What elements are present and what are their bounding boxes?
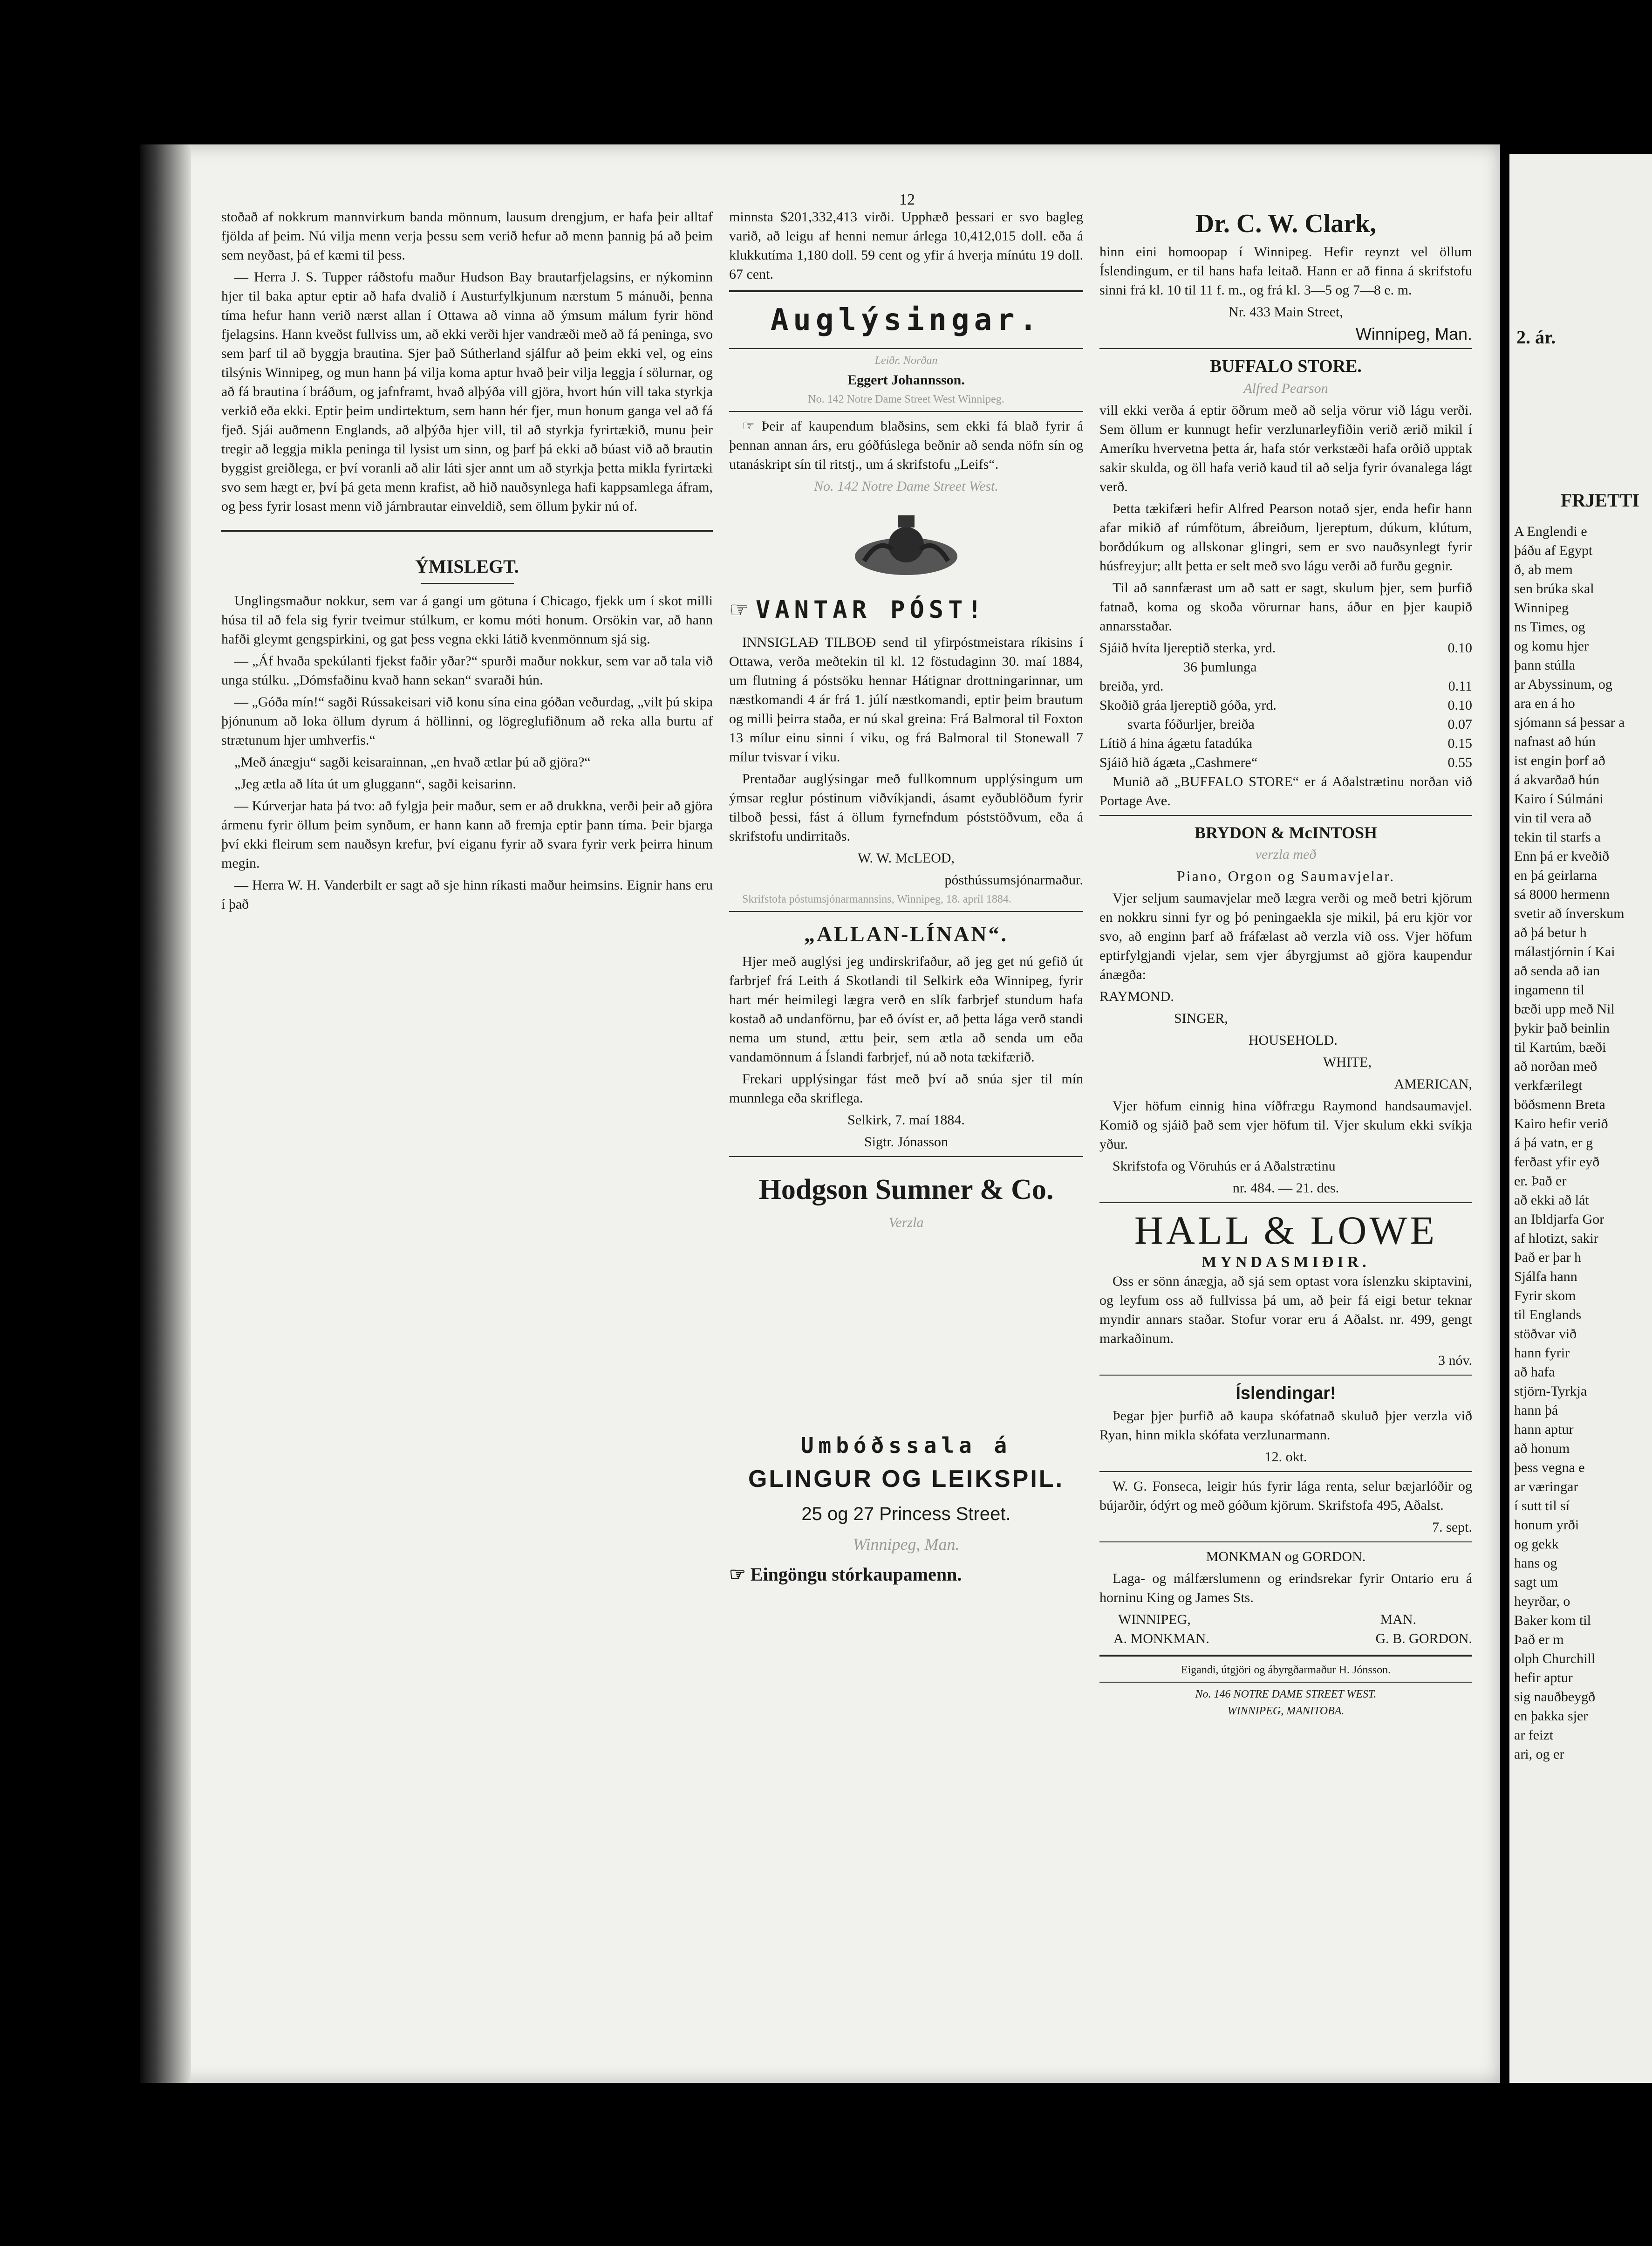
adjacent-line: sá 8000 hermenn bbox=[1514, 887, 1610, 902]
price-value: 0.15 bbox=[1447, 736, 1472, 751]
adjacent-line: vin til vera að bbox=[1514, 810, 1591, 826]
vantar-heading-row bbox=[729, 594, 1083, 626]
ymislegt-text: „Áf hvaða spekúlanti fjekst faðir yðar?“ spurði maður nokkur, sem var að tala við unga stúlku. „Dómsfaðinu kvað hann sekan“ svaraði hún. bbox=[221, 653, 713, 688]
brydon-text: Vjer höfum einnig hina víðfrægu Raymond handsaumavjel. Komið og sjáið það sem vjer höfum til. Vjer skulum ekki svíkja yður. bbox=[1099, 1098, 1472, 1152]
hall-lowe-text: Oss er sönn ánægja, að sjá sem optast vora íslenzku skiptavini, og leyfum oss að fullvissa þá um, að þeir fá eigi betur teknar myndir annars staðar. Stofur vorar eru á Aðalst. nr. 499, gengt markaðinum. bbox=[1099, 1274, 1472, 1346]
price-row bbox=[1099, 677, 1472, 696]
vantar-heading: VANTAR PÓST! bbox=[756, 596, 987, 624]
column-2 bbox=[729, 207, 1083, 1584]
adjacent-line: tekin til starfs a bbox=[1514, 829, 1601, 845]
price-value: 0.11 bbox=[1448, 678, 1472, 694]
section-divider bbox=[729, 1156, 1083, 1157]
adjacent-line: hann fyrir bbox=[1514, 1345, 1570, 1361]
adjacent-line: en þakka sjer bbox=[1514, 1708, 1588, 1724]
ad-text: Þeir af kaupendum blaðsins, sem ekki fá blað fyrir á þennan annan árs, eru góðfúslega beðnir að senda nöfn sín og utanáskript sín til ritstj., um á skrifstofu „Leifs“. bbox=[729, 418, 1084, 472]
royal-crest-icon bbox=[846, 505, 967, 584]
adjacent-year-label: 2. ár. bbox=[1516, 327, 1556, 348]
heading-underline bbox=[421, 583, 514, 584]
adjacent-line: hans og bbox=[1514, 1555, 1557, 1571]
price-row bbox=[1099, 638, 1472, 657]
section-divider bbox=[729, 411, 1083, 412]
brydon-text: Vjer seljum saumavjelar með lægra verði og með betri kjörum en nokkru sinni fyr og þó peningaekla sje mikil, þá eru kjör vor svo, að enginn þarf að fráfælast að verzla við oss. Vjer höfum eptirfylgjandi vjelar, sem vjer ábyrgjumst að gjöra kaupendur ánægða: bbox=[1099, 890, 1472, 982]
buffalo-text: Til að sannfærast um að satt er sagt, skulum þjer, sem þurfið fatnað, koma og skoða vörurnar hans, áður en þjer kaupið annarsstaðar. bbox=[1099, 580, 1472, 634]
adjacent-line: á þá vatn, er g bbox=[1514, 1135, 1593, 1150]
brydon-heading: BRYDON & McINTOSH bbox=[1194, 823, 1378, 842]
fonseca-text: W. G. Fonseca, leigir hús fyrir lága renta, selur bæjarlóðir og bújarðir, ódýrt og með góðum kjörum. Skrifstofa 495, Aðalst. bbox=[1099, 1479, 1472, 1513]
adjacent-line: ara en á ho bbox=[1514, 696, 1575, 711]
publisher-line: Eigandi, útgjöri og ábyrgðarmaður H. Jónsson. bbox=[1181, 1664, 1391, 1676]
adjacent-line: Kairo í Súlmáni bbox=[1514, 791, 1604, 807]
allan-signature: Sigtr. Jónasson bbox=[864, 1134, 949, 1150]
adjacent-line: heyrðar, o bbox=[1514, 1594, 1570, 1609]
adjacent-line: böðsmenn Breta bbox=[1514, 1097, 1605, 1112]
adjacent-line: er. Það er bbox=[1514, 1173, 1567, 1189]
price-row bbox=[1099, 696, 1472, 715]
adjacent-line: að ekki að lát bbox=[1514, 1192, 1589, 1208]
allan-heading: „ALLAN-LÍNAN“. bbox=[804, 922, 1009, 946]
vantar-title: pósthússumsjónarmaður. bbox=[944, 872, 1083, 888]
section-divider bbox=[1099, 1375, 1472, 1376]
section-divider bbox=[729, 348, 1083, 349]
adjacent-line: að hafa bbox=[1514, 1364, 1555, 1380]
umbods-heading: Umbóðssala á bbox=[800, 1433, 1012, 1458]
adjacent-line: an Ibldjarfa Gor bbox=[1514, 1212, 1604, 1227]
adjacent-line: ð, ab mem bbox=[1514, 562, 1573, 577]
city: Winnipeg, Man. bbox=[853, 1535, 960, 1554]
pointing-hand-icon: ☞ bbox=[729, 597, 750, 623]
adjacent-line: ferðast yfir eyð bbox=[1514, 1154, 1600, 1170]
ad-footer: No. 142 Notre Dame Street West. bbox=[814, 479, 998, 494]
adjacent-line: að norðan með bbox=[1514, 1059, 1597, 1074]
ad-body bbox=[729, 417, 1083, 474]
buffalo-text: vill ekki verða á eptir öðrum með að selja vörur við lágu verði. Sem öllum er kunnugt hefir verzlunarleyfiðin verið ærið mikil í Ameríku hvervetna þetta ár, hafa stór verkstæði hafa orðið upptak sakir skulda, og öll hafa verið kaud til að selja fyrir óvanalega lágt verð. bbox=[1099, 403, 1472, 494]
hall-lowe-sub: MYNDASMIÐIR. bbox=[1201, 1253, 1370, 1271]
islendingar-text: Þegar þjer þurfið að kaupa skófatnað skuluð þjer verzla við Ryan, hinn mikla skófata verzlunarmann. bbox=[1099, 1408, 1472, 1443]
ymislegt-item: — Herra W. H. Vanderbilt er sagt að sje hinn ríkasti maður heimsins. Eignir hans eru í það bbox=[221, 877, 713, 912]
adjacent-line: Fyrir skom bbox=[1514, 1288, 1576, 1303]
price-row bbox=[1099, 657, 1472, 677]
monkman-man: MAN. bbox=[1380, 1612, 1416, 1627]
clark-heading: Dr. C. W. Clark, bbox=[1195, 209, 1377, 238]
adjacent-line: að honum bbox=[1514, 1441, 1570, 1456]
section-divider bbox=[1099, 1655, 1472, 1657]
adjacent-line: þess vegna e bbox=[1514, 1460, 1585, 1475]
adjacent-line: verkfærilegt bbox=[1514, 1078, 1583, 1093]
adjacent-line: A Englendi e bbox=[1514, 524, 1587, 539]
adjacent-line: Það er þar h bbox=[1514, 1250, 1582, 1265]
auglysingar-heading: Auglýsingar. bbox=[770, 303, 1042, 337]
adjacent-line: til Kartúm, bæði bbox=[1514, 1040, 1606, 1055]
clark-address: Nr. 433 Main Street, bbox=[1229, 304, 1343, 320]
section-divider bbox=[1099, 1471, 1472, 1472]
adjacent-line: í sutt til sí bbox=[1514, 1498, 1570, 1513]
vantar-text: Prentaðar auglýsingar með fullkomnum upplýsingum um ýmsar reglur póstinum viðvíkjandi, ásamt eyðublöðum fyrir tilboð þessi, fást á öllum fyrnefndum póststöðvum, eða á skrifstofu undirritaðs. bbox=[729, 771, 1083, 844]
adjacent-line: honum yrði bbox=[1514, 1517, 1579, 1533]
adjacent-line: að þá betur h bbox=[1514, 925, 1587, 940]
price-label: 36 þumlunga bbox=[1183, 659, 1257, 675]
ymislegt-text: „Góða mín!“ sagði Rússakeisari við konu sína eina góðan veðurdag, „vilt þú skipa þjónunum að loka öllum dyrum á höllinni, og lögreglufiðnum að reka alla burtu af strætunum hjer umhverfis.“ bbox=[221, 694, 713, 748]
adjacent-line: ar Abyssinum, og bbox=[1514, 677, 1612, 692]
ymislegt-item: — Kúrverjar hata þá tvo: að fylgja þeir maður, sem er að drukkna, verði þeir að gjöra ármenu fyrir öllum þeim synðum, er hann kann að fremja eptir þann tíma. Þeir bjarga því ekki fleirum sem nauðsyn krefur, því eiganu fyrir að svara fyrir verk þeirra hinum megin. bbox=[221, 798, 713, 871]
buffalo-footer: Munið að „BUFFALO STORE“ er á Aðalstrætinu norðan við Portage Ave. bbox=[1099, 774, 1472, 808]
brydon-number-row: nr. 484. — 21. des. bbox=[1232, 1180, 1339, 1196]
machine-white: WHITE, bbox=[1323, 1055, 1372, 1070]
adjacent-line: hann aptur bbox=[1514, 1422, 1574, 1437]
ad-line: Leiðr. Norðan bbox=[874, 355, 938, 367]
monkman-heading: MONKMAN og GORDON. bbox=[1206, 1549, 1366, 1564]
brydon-date: 21. des. bbox=[1296, 1180, 1339, 1196]
adjacent-line: þykir það beinlin bbox=[1514, 1020, 1610, 1036]
adjacent-frjett-heading: FRJETTI bbox=[1561, 490, 1639, 511]
adjacent-line: málastjórnin í Kai bbox=[1514, 944, 1615, 959]
price-label: Skoðið gráa ljereptið góða, yrd. bbox=[1099, 698, 1277, 713]
machine-american: AMERICAN, bbox=[1394, 1076, 1472, 1092]
price-label: svarta fóðurljer, breiða bbox=[1127, 717, 1255, 732]
ymislegt-item: „Með ánægju“ sagði keisarainnan, „en hvað ætlar þú að gjöra?“ bbox=[234, 754, 591, 770]
adjacent-line: sagt um bbox=[1514, 1575, 1558, 1590]
section-divider bbox=[1099, 815, 1472, 816]
publisher-address: No. 146 NOTRE DAME STREET WEST. bbox=[1195, 1688, 1377, 1700]
column-3 bbox=[1099, 205, 1472, 1721]
adjacent-line: hann þá bbox=[1514, 1403, 1558, 1418]
machine-raymond: RAYMOND. bbox=[1099, 989, 1174, 1004]
adjacent-line: Kairo hefir verið bbox=[1514, 1116, 1608, 1131]
clark-city: Winnipeg, Man. bbox=[1355, 324, 1472, 343]
brydon-sub: verzla með bbox=[1255, 847, 1317, 862]
adjacent-line: bæði upp með Nil bbox=[1514, 1001, 1615, 1017]
section-divider bbox=[1099, 348, 1472, 349]
eingongu-row bbox=[729, 1565, 1083, 1584]
section-divider bbox=[1099, 1541, 1472, 1542]
adjacent-line: ar væringar bbox=[1514, 1479, 1578, 1494]
adjacent-line: ns Times, og bbox=[1514, 619, 1585, 635]
monkman-a: A. MONKMAN. bbox=[1113, 1631, 1209, 1646]
machine-singer: SINGER, bbox=[1174, 1011, 1228, 1026]
adjacent-line: sig nauðbeygð bbox=[1514, 1689, 1596, 1705]
price-row bbox=[1099, 734, 1472, 753]
brydon-number: nr. 484. bbox=[1232, 1180, 1275, 1196]
eingongu-text: Eingöngu stórkaupamenn. bbox=[750, 1564, 962, 1585]
adjacent-line: sen brúka skal bbox=[1514, 581, 1594, 596]
column-divider bbox=[221, 530, 713, 532]
buffalo-heading: BUFFALO STORE. bbox=[1210, 356, 1362, 376]
allan-text: Frekari upplýsingar fást með því að snúa sjer til mín munnlega eða skriflega. bbox=[729, 1071, 1083, 1106]
adjacent-line: og komu hjer bbox=[1514, 638, 1589, 654]
adjacent-line: ist engin þorf að bbox=[1514, 753, 1605, 768]
brydon-line: Piano, Orgon og Saumavjelar. bbox=[1176, 868, 1395, 884]
page-binding-shadow bbox=[140, 144, 191, 2083]
adjacent-line: til Englands bbox=[1514, 1307, 1582, 1322]
adjacent-line: Winnipeg bbox=[1514, 600, 1569, 616]
glingur-heading: GLINGUR OG LEIKSPIL. bbox=[748, 1465, 1065, 1493]
ymislegt-text: Herra W. H. Vanderbilt er sagt að sje hinn ríkasti maður heimsins. Eignir hans eru í það bbox=[221, 877, 713, 912]
price-label: Sjáið hið ágæta „Cashmere“ bbox=[1099, 755, 1258, 770]
adjacent-line: en þá geirlarna bbox=[1514, 868, 1597, 883]
adjacent-line: Það er m bbox=[1514, 1632, 1564, 1647]
allan-place: Selkirk, 7. maí 1884. bbox=[847, 1112, 965, 1128]
article-text: stoðað af nokkrum mannvirkum banda mönnum, lausum drengjum, er hafa þeir alltaf fjölda af þeim. Nú vilja menn verja þessu sem verið hefur að menn þannig þá að þeim sem neyðast, þá ef kæmi til þess. bbox=[221, 209, 713, 263]
price-list bbox=[1099, 638, 1472, 772]
price-value: 0.10 bbox=[1447, 640, 1472, 656]
adjacent-line: svetir að ínverskum bbox=[1514, 906, 1625, 921]
faded-ad-area bbox=[729, 1235, 1083, 1431]
ymislegt-text: Kúrverjar hata þá tvo: að fylgja þeir maður, sem er að drukkna, verði þeir að gjöra ármenu fyrir öllum þeim synðum, er hann kann að fremja eptir þann tíma. Þeir bjarga því ekki fleirum sem nauðsyn krefur, því eiganu fyrir að svara fyrir verk þeirra hinum megin. bbox=[221, 798, 713, 871]
ad-name: Eggert Johannsson. bbox=[847, 372, 965, 388]
adjacent-line: sjómann sá þessar a bbox=[1514, 715, 1625, 730]
adjacent-line: Enn þá er kveðið bbox=[1514, 849, 1610, 864]
section-divider bbox=[729, 290, 1083, 292]
ad-address: No. 142 Notre Dame Street West Winnipeg. bbox=[808, 393, 1004, 405]
price-row bbox=[1099, 753, 1472, 772]
price-row bbox=[1099, 715, 1472, 734]
price-value: 0.10 bbox=[1447, 698, 1472, 713]
adjacent-line: á akvarðað hún bbox=[1514, 772, 1600, 787]
monkman-city: WINNIPEG, bbox=[1118, 1612, 1191, 1627]
hall-lowe-date: 3 nóv. bbox=[1438, 1353, 1472, 1368]
adjacent-line: ar feizt bbox=[1514, 1727, 1554, 1743]
adjacent-line: þann stúlla bbox=[1514, 657, 1575, 673]
adjacent-line: ingamenn til bbox=[1514, 982, 1584, 998]
column-1 bbox=[221, 207, 713, 917]
adjacent-line: hefir aptur bbox=[1514, 1670, 1573, 1685]
adjacent-line: stöðvar við bbox=[1514, 1326, 1577, 1342]
islendingar-date: 12. okt. bbox=[1264, 1449, 1307, 1465]
pointing-hand-icon: ☞ bbox=[742, 418, 755, 434]
ymislegt-item: „Jeg ætla að líta út um gluggann“, sagði keisarinn. bbox=[234, 776, 516, 792]
clark-text: hinn eini homoopap í Winnipeg. Hefir reynzt vel öllum Íslendingum, er til hans hafa leitað. Hann er að finna á skrifstofu sinni frá kl. 10 til 11 f. m., og frá kl. 3—5 og 7—8 e. m. bbox=[1099, 244, 1472, 298]
ymislegt-item: — „Góða mín!“ sagði Rússakeisari við konu sína eina góðan veðurdag, „vilt þú skipa þjónunum að loka öllum dyrum á höllinni, og lögreglufiðnum að reka alla burtu af strætunum hjer umhverfis.“ bbox=[221, 694, 713, 748]
hall-lowe-heading: HALL & LOWE bbox=[1134, 1208, 1438, 1253]
price-label: breiða, yrd. bbox=[1099, 678, 1164, 694]
buffalo-sub: Alfred Pearson bbox=[1243, 381, 1328, 396]
machine-household: HOUSEHOLD. bbox=[1249, 1033, 1338, 1048]
adjacent-line: þáðu af Egypt bbox=[1514, 543, 1593, 558]
adjacent-line: af hlotizt, sakir bbox=[1514, 1231, 1598, 1246]
brydon-address: Skrifstofa og Vöruhús er á Aðalstrætinu bbox=[1113, 1158, 1336, 1174]
adjacent-line: olph Churchill bbox=[1514, 1651, 1596, 1666]
ymislegt-heading: ÝMISLEGT. bbox=[415, 556, 519, 577]
allan-text: Hjer með auglýsi jeg undirskrifaður, að jeg get nú gefið út farbrjef frá Leith á Skotlandi til Selkirk eða Winnipeg, fyrir hart mér heimilegi lægra verð en slík farbrjef stundum hafa kostað að undanförnu, þar eð óvíst er, að þetta lága verð standi nema um stund, ættu þeir, sem ætla að senda um eða vandamönnum á Íslandi farbrjef, nú að nota tækifærið. bbox=[729, 954, 1083, 1065]
islendingar-heading: Íslendingar! bbox=[1236, 1383, 1336, 1403]
ymislegt-item: — „Áf hvaða spekúlanti fjekst faðir yðar?“ spurði maður nokkur, sem var að tala við unga stúlku. „Dómsfaðinu kvað hann sekan“ svaraði hún. bbox=[221, 653, 713, 688]
adjacent-line: Baker kom til bbox=[1514, 1613, 1591, 1628]
price-value: 0.07 bbox=[1447, 717, 1472, 732]
adjacent-line: að senda að ian bbox=[1514, 963, 1600, 979]
monkman-city-row bbox=[1099, 1610, 1472, 1629]
vanderbilt-continued: minnsta $201,332,413 virði. Upphæð þessari er svo bagleg varið, að leigu af henni nemur árlega 10,412,015 doll. eða á klukkutíma 1,180 doll. 59 cent og yfir á hverja mínútu 19 doll. 67 cent. bbox=[729, 209, 1083, 282]
publisher-city: WINNIPEG, MANITOBA. bbox=[1227, 1705, 1345, 1717]
adjacent-line: Sjálfa hann bbox=[1514, 1269, 1577, 1284]
vantar-text: INNSIGLAÐ TILBOÐ send til yfirpóstmeistara ríkisins í Ottawa, verða meðtekin til kl. 12 föstudaginn 30. maí 1884, um flutning á póstsöku hennar Hátignar drottningarinnar, um næstkomandi 4 ár frá 1. júlí næstkomandi, eptir þeim brautum og milli þeirra staða, er nú skal greina: Frá Balmoral til Foxton 13 mílur einu sinni í viku, og frá Balmoral til Stonewall 7 mílur tvisvar í viku. bbox=[729, 635, 1083, 765]
adjacent-line: nafnast að hún bbox=[1514, 734, 1596, 749]
ymislegt-item: Unglingsmaður nokkur, sem var á gangi um götuna í Chicago, fjekk um í skot milli húsa til að fela sig fyrir tveimur stúlkum, er komu móti honum. Orsökin var, að hann hafði gleymt gengspirkini, og gat þess vegna ekki látið kvenmönnum sjá sig. bbox=[221, 593, 713, 647]
hodgson-sub: Verzla bbox=[888, 1215, 924, 1230]
tupper-text: Herra J. S. Tupper ráðstofu maður Hudson Bay brautarfjelagsins, er nýkominn hjer til baka aptur eptir að hafa dvalið í Austurfylkjunum nærstum 5 mánuði, þenna tíma hefur hann verið nærst allan í Ottawa að vinna að ýmsum málum fyrir hönd fjelagsins. Hann kveðst fullviss um, að ekki verði hjer vandræði með að fá peninga, svo sem þarf til að byggja brautina. Sjer það Sútherland sjálfur að þeim ekki vel, og eins tilsýnis Winnipeg, og mun hann þá vilja koma aptur hvað þeir vilja leggja í sölurnar, og að fá brautina í bráðum, og jafnframt, hvað alþýða vill gjöra, hvort hún vill taka styrkja verkið eða ekki. Eptir þeim undirtektum, sem hann hér fjer, mun honum ganga vel að fá fjeð. Sjái auðmenn Englands, að alþýða hjer vill, til að styrkja fyrirtækið, munu þeir tregir að leggja mikla peninga til lysist um sinn, og þarf þá ekki að búast við að brautin byggist greiðlega, er því voranli að alir láti sjer annt um að styrkja þetta mikla fyrirtæki svo sem hægt er, því þá geta menn krafist, að hið nauðsynlega hafi kappsamlega áfram, og þess fyrir losast menn við járnbrautar einveldið, sem öllum þykir nú of. bbox=[221, 269, 713, 514]
monkman-names-row bbox=[1099, 1629, 1472, 1648]
monkman-b: G. B. GORDON. bbox=[1375, 1631, 1472, 1646]
tupper-article: — Herra J. S. Tupper ráðstofu maður Hudson Bay brautarfjelagsins, er nýkominn hjer til baka aptur eptir að hafa dvalið í Austurfylkjunum nærstum 5 mánuði, þenna tíma hefur hann verið nærst allan í Ottawa að vinna að ýmsum málum fyrir hönd fjelagsins. Hann kveðst fullviss um, að ekki verði hjer vandræði með að fá peninga, svo sem þarf til að byggja brautina. Sjer það Sútherland sjálfur að þeim ekki vel, og eins tilsýnis Winnipeg, og mun hann þá vilja koma aptur hvað þeir vilja leggja í sölurnar, og að fá brautina í bráðum, og jafnframt, hvað alþýða vill gjöra, hvort hún vill taka styrkja verkið eða ekki. Eptir þeim undirtektum, sem hann hér fjer, mun honum ganga vel að fá fjeð. Sjái auðmenn Englands, að alþýða hjer vill, til að styrkja fyrirtækið, munu þeir tregir að leggja mikla peninga til lysist um sinn, og þarf þá ekki að búast við að brautin byggist greiðlega, er því voranli að alir láti sjer annt um að styrkja þetta mikla fyrirtæki svo sem hægt er, því þá geta menn krafist, að hið nauðsynlega hafi kappsamlega áfram, og þess fyrir losast menn við járnbrautar einveldið, sem öllum þykir nú of. bbox=[221, 269, 713, 514]
adjacent-column bbox=[1514, 522, 1649, 1764]
monkman-text: Laga- og málfærslumenn og erindsrekar fyrir Ontario eru á horninu King og James Sts. bbox=[1099, 1571, 1472, 1605]
section-divider bbox=[1099, 1202, 1472, 1203]
address: 25 og 27 Princess Street. bbox=[801, 1504, 1011, 1524]
pointing-hand-icon: ☞ bbox=[729, 1564, 746, 1585]
price-label: Lítið á hina ágætu fatadúka bbox=[1099, 736, 1253, 751]
page-number: 12 bbox=[899, 191, 915, 208]
vantar-footer: Skrifstofa póstumsjónarmannsins, Winnipeg, 18. apríl 1884. bbox=[742, 893, 1011, 905]
adjacent-line: ari, og er bbox=[1514, 1746, 1564, 1762]
buffalo-text: Þetta tækifæri hefir Alfred Pearson notað sjer, enda hefir hann afar mikið af rúmfötum, ábreiðum, ljereptum, dúkum, klútum, borðdúkum og allskonar glingri, sem er svo nauðsynlegt fyrir húsfreyjur; allt þetta er selt með svo lágu verði að furðu gegnir. bbox=[1099, 501, 1472, 574]
price-value: 0.55 bbox=[1447, 755, 1472, 770]
fonseca-date: 7. sept. bbox=[1432, 1520, 1472, 1535]
hodgson-heading: Hodgson Sumner & Co. bbox=[758, 1174, 1054, 1205]
adjacent-line: stjörn-Tyrkja bbox=[1514, 1383, 1587, 1399]
price-label: Sjáið hvíta ljereptið sterka, yrd. bbox=[1099, 640, 1276, 656]
vantar-signature: W. W. McLEOD, bbox=[857, 850, 955, 866]
section-divider bbox=[729, 911, 1083, 912]
adjacent-line: og gekk bbox=[1514, 1536, 1559, 1552]
section-divider bbox=[1099, 1682, 1472, 1683]
